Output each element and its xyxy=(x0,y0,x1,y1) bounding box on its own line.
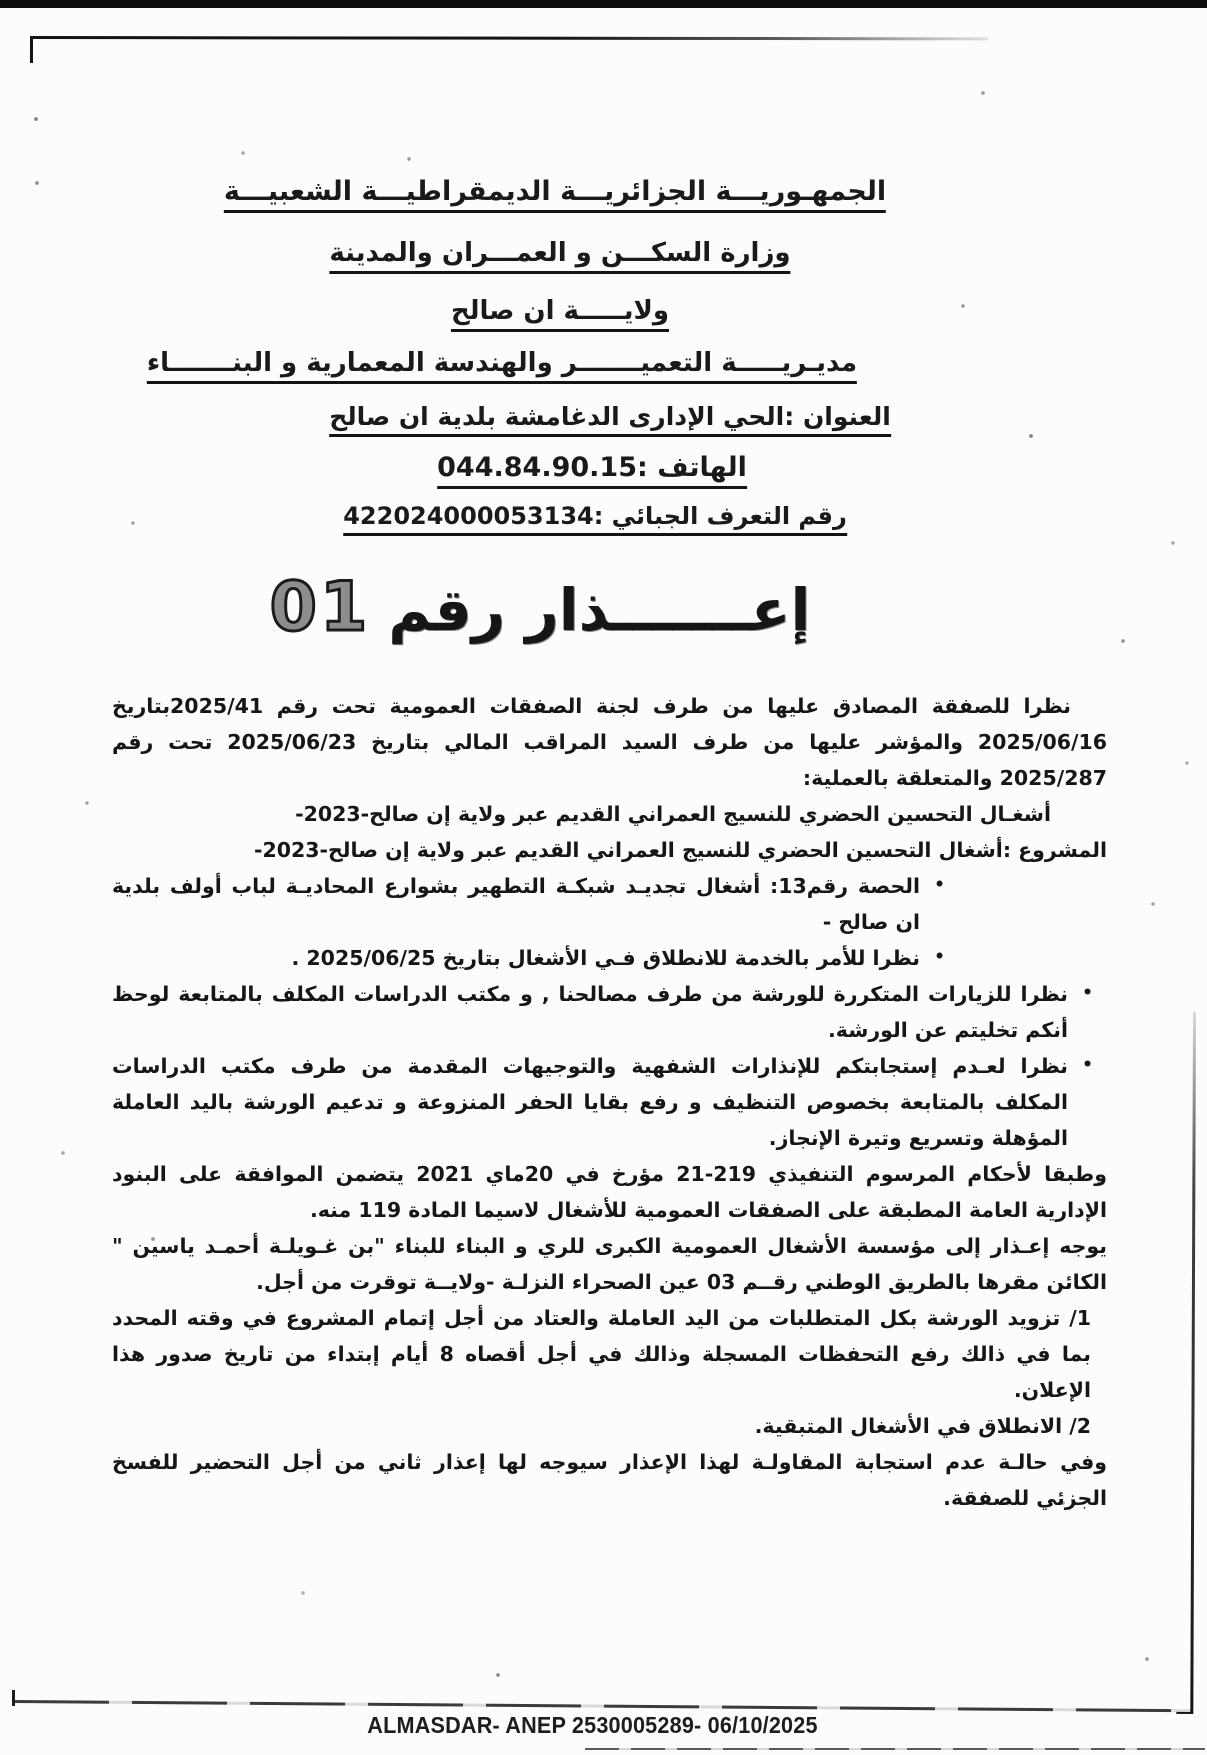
header-address-line xyxy=(329,402,891,437)
bullet-icon: • xyxy=(934,947,945,967)
scan-noise-specks xyxy=(0,0,2,2)
scan-top-edge-bar xyxy=(0,0,1207,8)
decree-paragraph: وطبقا لأحكام المرسوم التنفيذي 219-21 مؤرخ في 20ماي 2021 يتضمن الموافقة على البنود الإدارية العامة المطبقة على الصفقات العمومية للأشغال لاسيما المادة 119 منه. xyxy=(112,1162,1107,1222)
project-line: المشروع :أشغال التحسين الحضري للنسيج العمراني القديم عبر ولاية إن صالح-2023- xyxy=(253,838,1107,862)
header-tax-id-line xyxy=(343,502,847,536)
header-wilaya-line xyxy=(451,296,669,332)
right-frame-line xyxy=(1190,1012,1195,1714)
bullet-list xyxy=(112,976,1095,1156)
bullet-icon: • xyxy=(1082,1055,1093,1075)
header-phone-text: الهاتف :044.84.90.15 xyxy=(437,452,747,489)
header-directorate-line xyxy=(147,348,857,384)
document-title-number: 01 xyxy=(269,568,371,647)
bullet-no-response-text: نظرا لعـدم إستجابتكم للإنذارات الشفهية والتوجيهات المقدمة من طرف مكتب الدراسات المكلف بالمتابعة بخصوص التنظيف و رفع بقايا الحفر المنزوعة و تدعيم الورشة باليد العاملة المؤهلة وتسريع وتيرة الإنجاز. xyxy=(112,1054,1068,1150)
sub-bullet-list xyxy=(112,868,947,976)
bottom-partial-line xyxy=(585,1748,1205,1750)
header-address-text: العنوان :الحي الإدارى الدغامشة بلدية ان صالح xyxy=(329,402,891,437)
anep-reference: ALMASDAR- ANEP 2530005289- 06/10/2025 xyxy=(367,1712,818,1738)
sub-bullet-lot13-text: الحصة رقم13: أشغال تجديـد شبكـة التطهير بشوارع المحاديـة لباب أولف بلدية ان صالح - xyxy=(112,874,920,934)
sub-bullet-service-order-text: نظرا للأمر بالخدمة للانطلاق فـي الأشغال بتاريخ 2025/06/25 . xyxy=(291,946,920,970)
addressee-paragraph: يوجه إعـذار إلى مؤسسة الأشغال العمومية الكبرى للري و البناء للبناء "بن غـويلـة أحمـد ياسين " الكائن مقرها بالطريق الوطني رقــم 03 عين الصحراء النزلـة -ولايــة توقرت من أجل. xyxy=(112,1234,1107,1294)
footer-left-corner-mark xyxy=(12,1690,15,1706)
bullet-icon: • xyxy=(934,875,945,895)
demand-1-paragraph: 1/ تزويد الورشة بكل المتطلبات من اليد العاملة والعتاد من أجل إتمام المشروع في وقته المحدد بما في ذالك رفع التحفظات المسجلة وذالك في أجل أقصاه 8 أيام إبتداء من تاريخ صدور هذا الإعلان. xyxy=(112,1306,1091,1402)
list-item xyxy=(112,940,947,976)
document-body xyxy=(112,688,1107,1516)
document-title-text: إعـــــــذار رقم xyxy=(388,576,811,644)
header-phone-line xyxy=(437,452,747,489)
header-wilaya-text: ولايـــــة ان صالح xyxy=(451,296,669,332)
top-frame-line xyxy=(30,36,988,40)
header-ministry-line xyxy=(329,238,790,274)
closing-paragraph: وفي حالـة عدم استجابة المقاولـة لهذا الإعذار سيوجه لها إعذار ثاني من أجل التحضير للفسخ الجزئي للصفقة. xyxy=(112,1450,1107,1510)
header-tax-id-text: رقم التعرف الجبائي :422024000053134 xyxy=(343,502,847,536)
list-item xyxy=(112,1048,1095,1156)
intro-paragraph: نظرا للصفقة المصادق عليها من طرف لجنة الصفقات العمومية تحت رقم 2025/41بتاريخ 2025/06/16 والمؤشر عليها من طرف السيد المراقب المالي بتاريخ 2025/06/23 تحت رقم 2025/287 والمتعلقة بالعملية: xyxy=(112,694,1108,790)
header-directorate-text: مديـريـــــة التعميـــــــر والهندسة المعمارية و البنـــــــاء xyxy=(147,348,857,384)
header-republic-text: الجمهـوريـــة الجزائريـــة الديمقراطيـــة الشعبيـــة xyxy=(224,176,886,213)
header-republic-line xyxy=(224,176,886,213)
list-item xyxy=(112,976,1095,1048)
document-title xyxy=(270,568,811,647)
operation-line: أشغـال التحسين الحضري للنسيج العمراني القديم عبر ولاية إن صالح-2023- xyxy=(295,802,1051,826)
header-ministry-text: وزارة السكـــن و العمـــران والمدينة xyxy=(329,238,790,274)
list-item xyxy=(112,868,947,940)
bullet-site-visits-text: نظرا للزيارات المتكررة للورشة من طرف مصالحنا , و مكتب الدراسات المكلف بالمتابعة لوحظ أنكم تخليتم عن الورشة. xyxy=(112,982,1068,1042)
footer-separator-line xyxy=(14,1700,1192,1712)
demand-2-paragraph: 2/ الانطلاق في الأشغال المتبقية. xyxy=(754,1414,1091,1438)
bullet-icon: • xyxy=(1082,983,1093,1003)
